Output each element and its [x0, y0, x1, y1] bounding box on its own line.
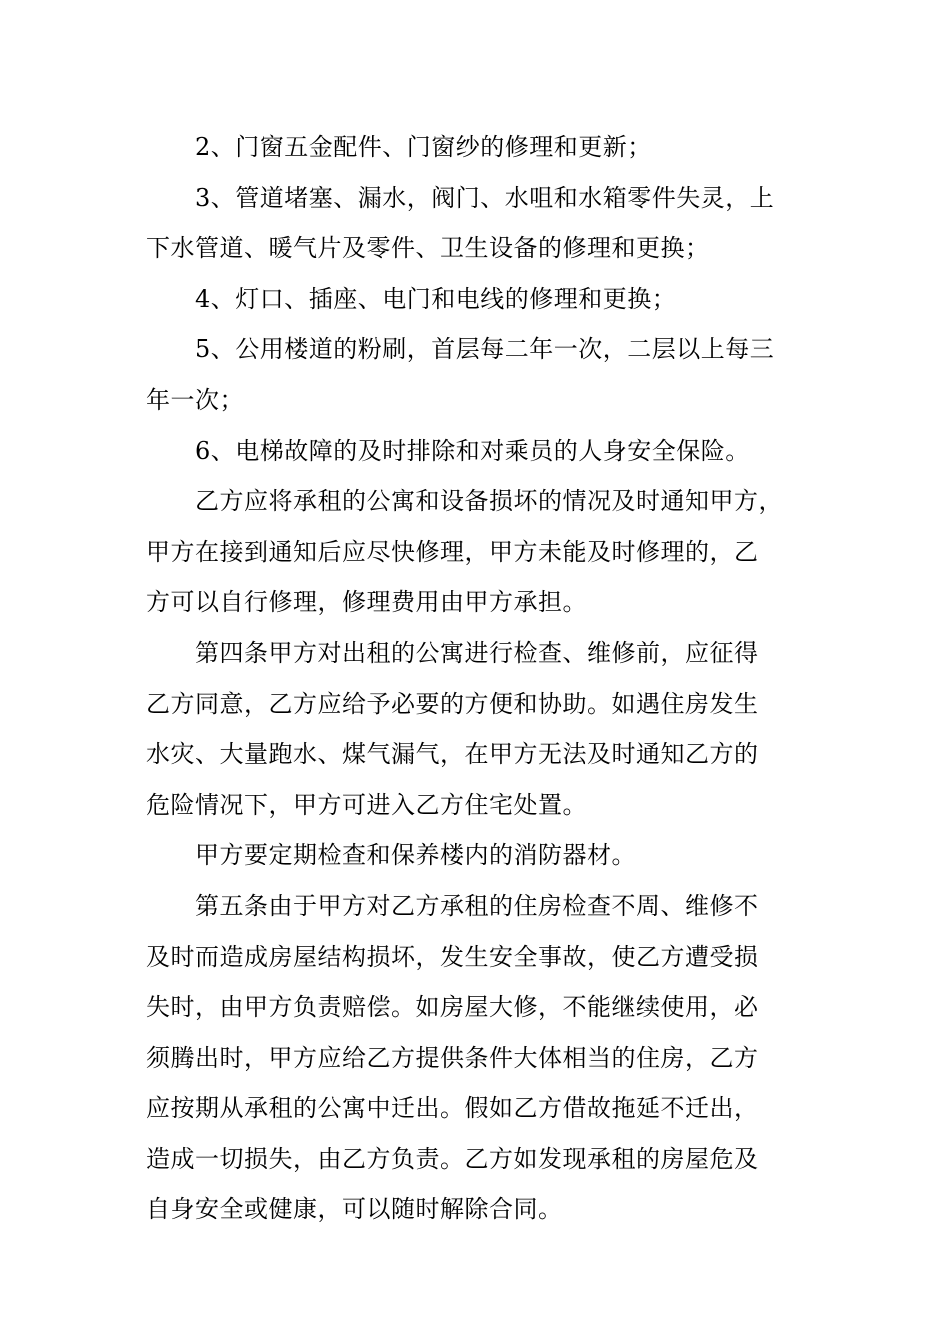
paragraph-clause-3	[146, 173, 836, 274]
text-line: 失时，由甲方负责赔偿。如房屋大修，不能继续使用，必	[146, 993, 759, 1022]
text-line: 甲方在接到通知后应尽快修理，甲方未能及时修理的，乙	[146, 537, 759, 566]
paragraph-clause-2	[146, 122, 836, 173]
text-line: 乙方应将承租的公寓和设备损坏的情况及时通知甲方，	[195, 487, 783, 516]
text-line: 造成一切损失，由乙方负责。乙方如发现承租的房屋危及	[146, 1144, 759, 1173]
text-line: 4、灯口、插座、电门和电线的修理和更换；	[195, 284, 677, 313]
text-line: 水灾、大量跑水、煤气漏气，在甲方无法及时通知乙方的	[146, 740, 759, 769]
paragraph-clause-5	[146, 324, 836, 425]
paragraph-fire-equipment	[146, 830, 836, 881]
document-body	[146, 122, 836, 1235]
text-line: 应按期从承租的公寓中迁出。假如乙方借故拖延不迁出，	[146, 1094, 759, 1123]
text-line: 乙方同意，乙方应给予必要的方便和协助。如遇住房发生	[146, 689, 759, 718]
paragraph-article-5	[146, 881, 836, 1235]
text-line: 须腾出时，甲方应给乙方提供条件大体相当的住房，乙方	[146, 1043, 759, 1072]
text-line: 5、公用楼道的粉刷，首层每二年一次，二层以上每三	[195, 335, 775, 364]
text-line: 第五条由于甲方对乙方承租的住房检查不周、维修不	[195, 891, 759, 920]
text-line: 下水管道、暖气片及零件、卫生设备的修理和更换；	[146, 234, 710, 263]
paragraph-clause-4	[146, 274, 836, 325]
paragraph-notify	[146, 476, 836, 628]
text-line: 危险情况下，甲方可进入乙方住宅处置。	[146, 790, 587, 819]
text-line: 方可以自行修理，修理费用由甲方承担。	[146, 588, 587, 617]
text-line: 自身安全或健康，可以随时解除合同。	[146, 1195, 563, 1224]
text-line: 甲方要定期检查和保养楼内的消防器材。	[195, 841, 636, 870]
text-line: 3、管道堵塞、漏水，阀门、水咀和水箱零件失灵，上	[195, 183, 775, 212]
text-line: 第四条甲方对出租的公寓进行检查、维修前，应征得	[195, 638, 759, 667]
paragraph-clause-6	[146, 426, 836, 477]
text-line: 2、门窗五金配件、门窗纱的修理和更新；	[195, 133, 652, 161]
paragraph-article-4	[146, 628, 836, 830]
text-line: 及时而造成房屋结构损坏，发生安全事故，使乙方遭受损	[146, 942, 759, 971]
text-line: 年一次；	[146, 385, 244, 414]
text-line: 6、电梯故障的及时排除和对乘员的人身安全保险。	[195, 436, 750, 465]
